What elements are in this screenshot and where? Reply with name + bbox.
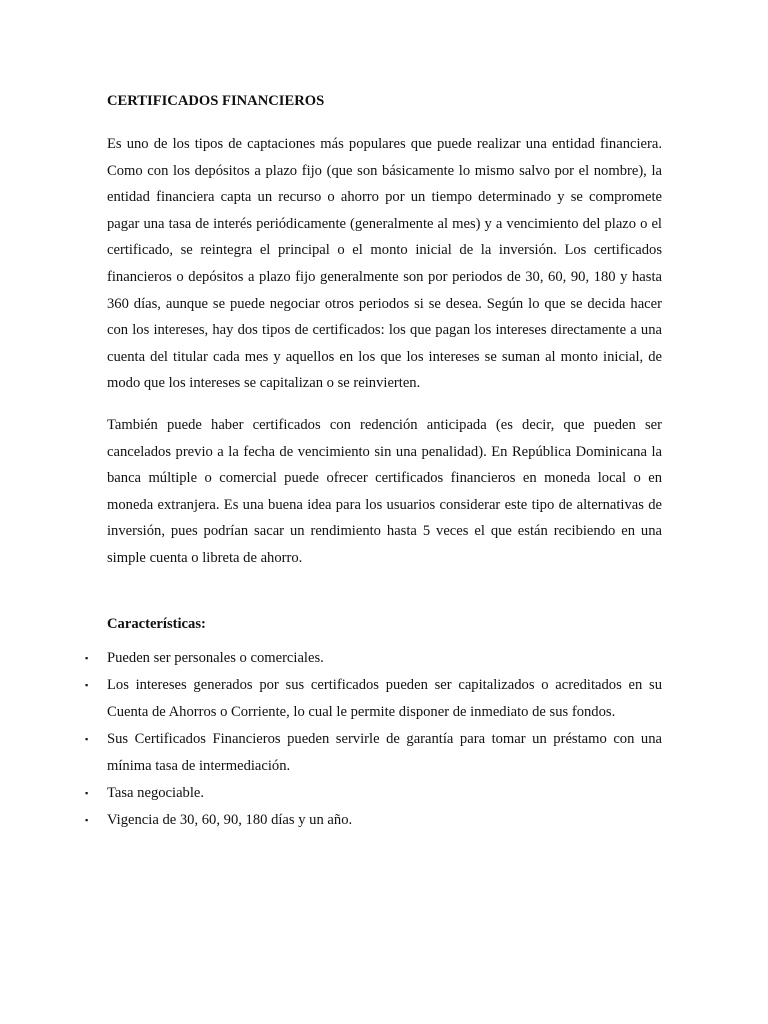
list-item [85, 780, 662, 807]
document-title: CERTIFICADOS FINANCIEROS [107, 93, 325, 109]
square-bullet-icon: ▪ [85, 787, 89, 798]
list-item [85, 645, 662, 672]
list-item-text: Sus Certificados Financieros pueden servirle de garantía para tomar un préstamo con una mínima tasa de intermediación. [107, 730, 662, 774]
list-item [85, 807, 662, 834]
features-list [85, 645, 662, 834]
list-item [85, 672, 662, 726]
list-item-text: Los intereses generados por sus certificados pueden ser capitalizados o acreditados en su Cuenta de Ahorros o Corriente, lo cual le permite disponer de inmediato de sus fondos. [107, 676, 662, 720]
square-bullet-icon: ▪ [85, 679, 89, 690]
square-bullet-icon: ▪ [85, 733, 89, 744]
body-paragraph: También puede haber certificados con redención anticipada (es decir, que pueden ser cancelados previo a la fecha de vencimiento sin una penalidad). En República Dominicana la banca múltiple o comercial puede ofrecer certificados financieros en moneda local o en moneda extranjera. Es una buena idea para los usuarios considerar este tipo de alternativas de inversión, pues podrían sacar un rendimiento hasta 5 veces el que están recibiendo en una simple cuenta o libreta de ahorro. [107, 416, 662, 566]
list-item [85, 726, 662, 780]
features-heading: Características: [107, 615, 206, 632]
square-bullet-icon: ▪ [85, 652, 89, 663]
list-item-text: Vigencia de 30, 60, 90, 180 días y un año. [107, 811, 353, 828]
body-paragraph: Es uno de los tipos de captaciones más populares que puede realizar una entidad financiera. Como con los depósitos a plazo fijo (que son básicamente lo mismo salvo por el nombre), la entidad financiera capta un recurso o ahorro por un tiempo determinado y se compromete pagar una tasa de interés periódicamente (generalmente al mes) y a vencimiento del plazo o el certificado, se reintegra el principal o el monto inicial de la inversión. Los certificados financieros o depósitos a plazo fijo generalmente son por periodos de 30, 60, 90, 180 y hasta 360 días, aunque se puede negociar otros periodos si se desea. Según lo que se decida hacer con los intereses, hay dos tipos de certificados: los que pagan los intereses directamente a una cuenta del titular cada mes y aquellos en los que los intereses se suman al monto inicial, de modo que los intereses se capitalizan o se reinvierten. [107, 136, 662, 392]
square-bullet-icon: ▪ [85, 814, 89, 825]
list-item-text: Tasa negociable. [107, 784, 205, 801]
document-page [85, 88, 662, 834]
list-item-text: Pueden ser personales o comerciales. [107, 649, 324, 666]
